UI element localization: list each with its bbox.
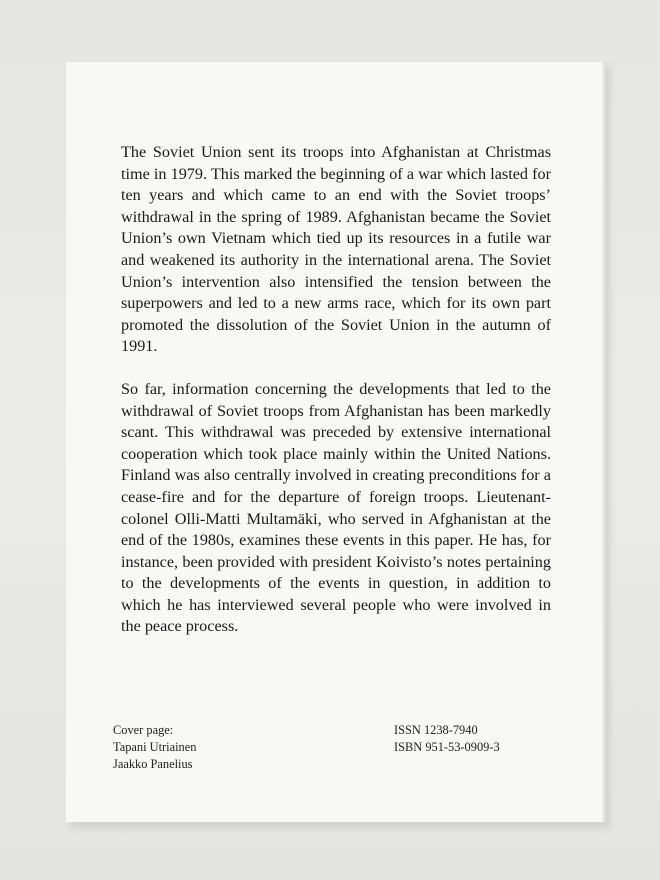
publication-identifiers — [394, 722, 500, 756]
book-back-cover — [66, 62, 606, 822]
cover-credits-label: Cover page: — [113, 723, 174, 737]
cover-credits — [113, 722, 196, 772]
blurb-text — [121, 142, 551, 638]
cover-edge — [602, 62, 606, 822]
cover-credit-name-2: Jaakko Panelius — [113, 756, 193, 771]
blurb-paragraph-1: The Soviet Union sent its troops into Afghanistan at Christmas time in 1979. This marked the beginning of a war which lasted for ten years and which came to an end with the Soviet troops’ withdrawal in the spring of 1989. Afghanistan became the Soviet Union’s own Vietnam which tied up its resources in a futile war and weakened its authority in the international arena. The Soviet Union’s intervention also intensified the tension between the superpowers and led to a new arms race, which for its own part promoted the dissolution of the Soviet Union in the autumn of 1991. — [121, 143, 551, 356]
blurb-paragraph-2: So far, information concerning the developments that led to the withdrawal of Soviet troops from Afghanistan has been markedly scant. This withdrawal was preceded by extensive international cooperation which took place mainly within the United Nations. Finland was also centrally involved in creating preconditions for a cease-fire and for the departure of foreign troops. Lieutenant-colonel Olli-Matti Multamäki, who served in Afghanistan at the end of the 1980s, examines these events in this paper. He has, for instance, been provided with president Koivisto’s notes pertaining to the developments of the events in question, in addition to which he has interviewed several people who were involved in the peace process. — [121, 379, 551, 636]
issn-number: ISSN 1238-7940 — [394, 723, 478, 737]
isbn-number: ISBN 951-53-0909-3 — [394, 739, 500, 754]
cover-credit-name-1: Tapani Utriainen — [113, 739, 197, 754]
